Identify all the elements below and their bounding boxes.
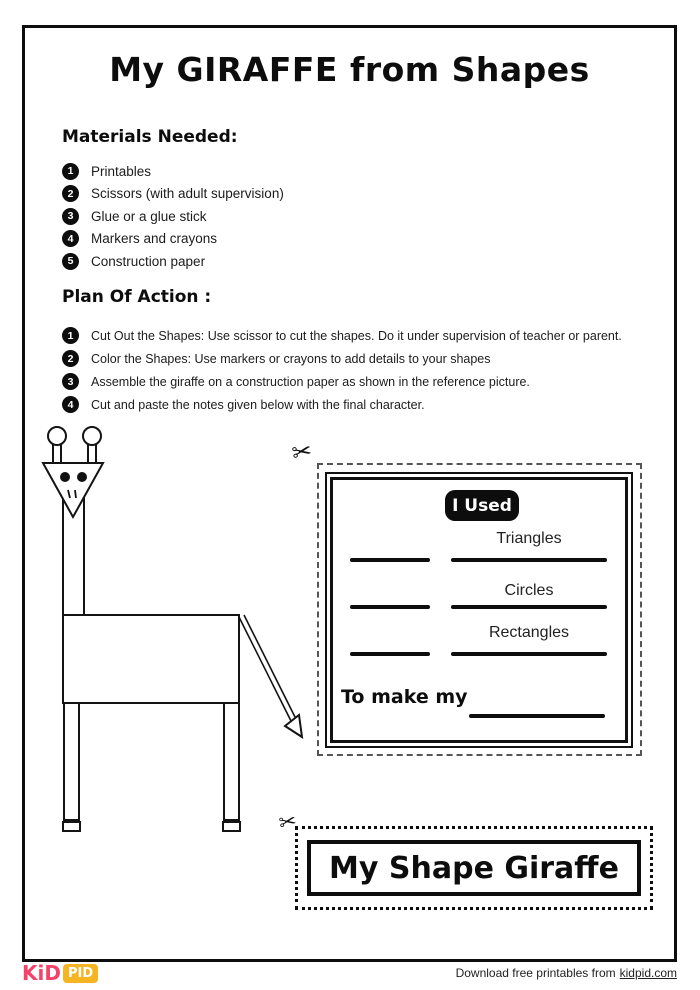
download-text: Download free printables from xyxy=(455,966,616,980)
label-underline xyxy=(451,558,607,562)
plan-heading: Plan Of Action : xyxy=(62,287,212,307)
giraffe-leg-right xyxy=(224,703,239,820)
logo-pid-badge: PID xyxy=(63,964,98,983)
number-badge: 4 xyxy=(62,230,79,247)
list-item xyxy=(62,393,622,416)
list-item xyxy=(62,370,622,393)
number-badge: 2 xyxy=(62,185,79,202)
shape-label-triangles: Triangles xyxy=(496,530,562,547)
number-badge: 4 xyxy=(62,396,79,413)
shape-label-rectangles: Rectangles xyxy=(488,624,570,641)
giraffe-shapes-figure xyxy=(35,420,315,840)
giraffe-tail xyxy=(239,617,292,723)
plan-step-text: Assemble the giraffe on a construction paper as shown in the reference picture. xyxy=(91,374,530,389)
list-item xyxy=(62,250,284,273)
tail-arrowhead xyxy=(285,715,302,737)
list-item xyxy=(62,324,622,347)
number-badge: 1 xyxy=(62,327,79,344)
giraffe-hoof-right xyxy=(223,822,240,831)
giraffe-head xyxy=(43,463,103,517)
card-inner-border xyxy=(330,477,628,743)
giraffe-body xyxy=(63,615,239,703)
card-content xyxy=(333,480,625,740)
page-title: My GIRAFFE from Shapes xyxy=(109,50,590,89)
list-item xyxy=(62,205,284,228)
to-make-my-label: To make my xyxy=(341,686,468,708)
count-blank-line xyxy=(350,652,430,656)
number-badge: 3 xyxy=(62,208,79,225)
plan-step-text: Cut Out the Shapes: Use scissor to cut the shapes. Do it under supervision of teacher or parent. xyxy=(91,328,622,343)
count-blank-line xyxy=(350,605,430,609)
giraffe-eye-left xyxy=(60,472,70,482)
plan-step-text: Color the Shapes: Use markers or crayons to add details to your shapes xyxy=(91,351,491,366)
list-item xyxy=(62,160,284,183)
material-text: Scissors (with adult supervision) xyxy=(91,186,284,202)
number-badge: 1 xyxy=(62,163,79,180)
count-blank-line xyxy=(350,558,430,562)
number-badge: 2 xyxy=(62,350,79,367)
scissors-icon: ✂ xyxy=(277,809,299,836)
i-used-badge: I Used xyxy=(445,490,519,521)
materials-heading: Materials Needed: xyxy=(62,127,238,147)
label-underline xyxy=(451,605,607,609)
kidpid-logo xyxy=(22,961,98,985)
label-underline xyxy=(451,652,607,656)
animal-name-blank-line xyxy=(469,714,605,718)
card-outer-border xyxy=(325,472,633,748)
logo-kid-text: KiD xyxy=(22,961,61,985)
shape-label-circles: Circles xyxy=(504,582,554,599)
name-card-frame xyxy=(307,840,641,896)
scissors-icon: ✂ xyxy=(289,437,315,468)
list-item xyxy=(62,183,284,206)
i-used-cutout-card xyxy=(317,463,642,756)
number-badge: 5 xyxy=(62,253,79,270)
footer-download-line xyxy=(456,966,677,980)
name-cutout-card xyxy=(295,826,653,910)
material-text: Glue or a glue stick xyxy=(91,208,207,224)
giraffe-leg-left xyxy=(64,703,79,820)
number-badge: 3 xyxy=(62,373,79,390)
giraffe-eye-right xyxy=(77,472,87,482)
name-card-title: My Shape Giraffe xyxy=(329,850,619,886)
list-item xyxy=(62,347,622,370)
plan-list xyxy=(62,324,622,416)
material-text: Construction paper xyxy=(91,253,206,269)
plan-step-text: Cut and paste the notes given below with the final character. xyxy=(91,397,425,412)
list-item xyxy=(62,228,284,251)
materials-list xyxy=(62,160,284,273)
material-text: Printables xyxy=(91,163,152,179)
kidpid-link[interactable]: kidpid.com xyxy=(619,966,677,980)
material-text: Markers and crayons xyxy=(91,231,218,247)
giraffe-hoof-left xyxy=(63,822,80,831)
